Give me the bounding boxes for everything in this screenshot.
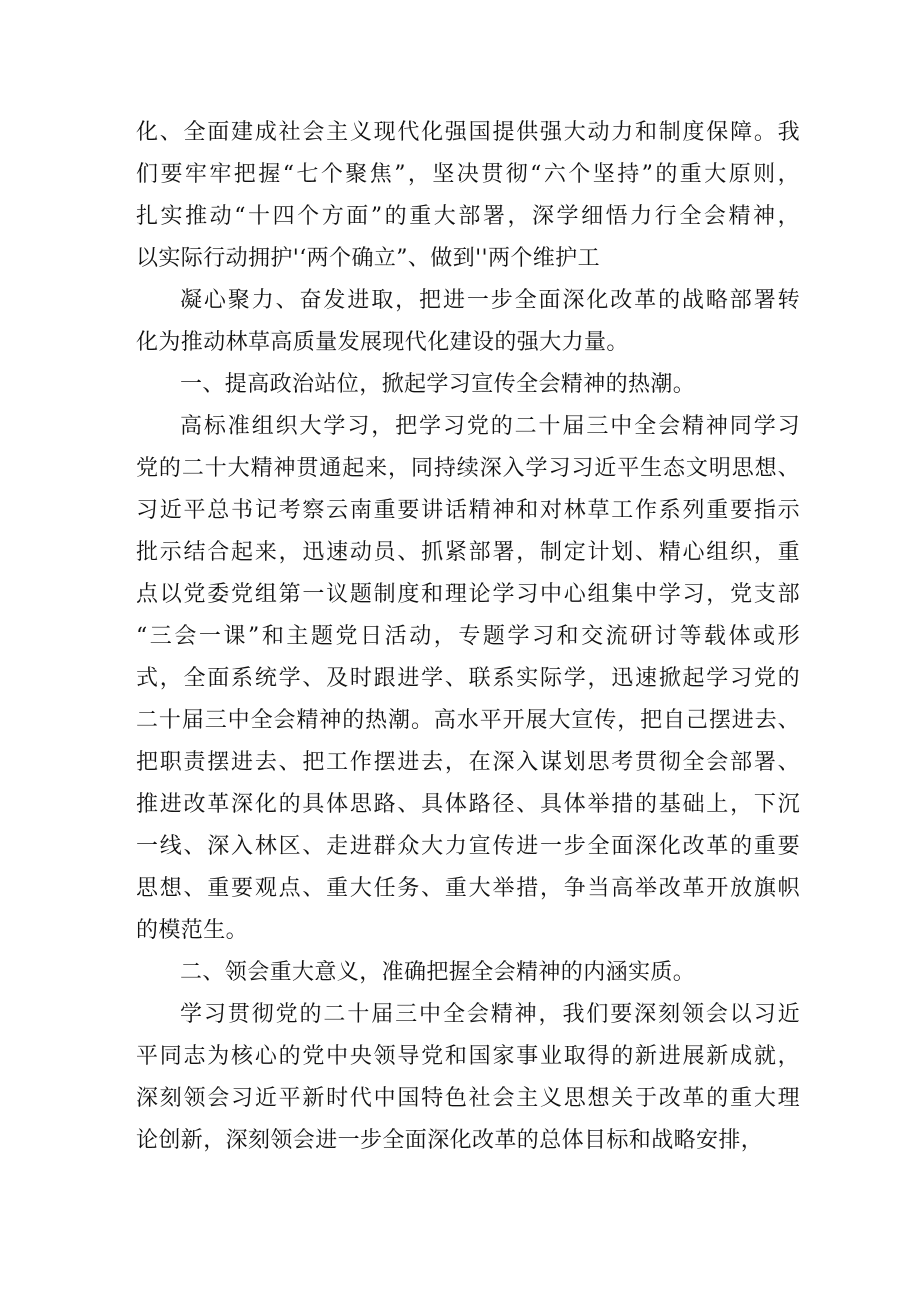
- text-line: 一线、深入林区、走进群众大力宣传进一步全面深化改革的重要: [136, 834, 800, 859]
- text-line: 点以党委党组第一议题制度和理论学习中心组集中学习，党支部: [136, 582, 800, 607]
- text-line: 们要牢牢把握“七个聚焦”，坚决贯彻“六个坚持”的重大原则，: [136, 162, 800, 187]
- text-line: 以实际行动拥护'‘两个确立”、做到''两个维护工: [136, 246, 600, 271]
- section-heading: [136, 952, 800, 994]
- paragraph: [136, 994, 800, 1162]
- text-line: 式，全面系统学、及时跟进学、联系实际学，迅速掀起学习党的: [136, 666, 800, 691]
- text-line: 高标准组织大学习，把学习党的二十届三中全会精神同学习: [180, 414, 800, 439]
- text-line: 二、领会重大意义，准确把握全会精神的内涵实质。: [180, 960, 696, 985]
- text-line: 平同志为核心的党中央领导党和国家事业取得的新进展新成就，: [136, 1044, 800, 1069]
- text-line: 把职责摆进去、把工作摆进去，在深入谋划思考贯彻全会部署、: [136, 750, 800, 775]
- text-line: 凝心聚力、奋发进取，把进一步全面深化改革的战略部署转: [180, 288, 800, 313]
- paragraph: [136, 280, 800, 364]
- text-line: 深刻领会习近平新时代中国特色社会主义思想关于改革的重大理: [136, 1086, 800, 1111]
- text-line: 推进改革深化的具体思路、具体路径、具体举措的基础上，下沉: [136, 792, 800, 817]
- text-line: 党的二十大精神贯通起来，同持续深入学习习近平生态文明思想、: [136, 456, 800, 481]
- text-line: “三会一课”和主题党日活动，专题学习和交流研讨等载体或形: [136, 624, 800, 649]
- text-line: 批示结合起来，迅速动员、抓紧部署，制定计划、精心组织，重: [136, 540, 800, 565]
- text-line: 扎实推动“十四个方面”的重大部署，深学细悟力行全会精神，: [136, 204, 800, 229]
- text-line: 化、全面建成社会主义现代化强国提供强大动力和制度保障。我: [136, 120, 800, 145]
- paragraph: [136, 406, 800, 952]
- text-line: 的模范生。: [136, 918, 249, 943]
- text-line: 学习贯彻党的二十届三中全会精神，我们要深刻领会以习近: [180, 1002, 800, 1027]
- text-line: 一、提高政治站位，掀起学习宣传全会精神的热潮。: [180, 372, 696, 397]
- text-line: 思想、重要观点、重大任务、重大举措，争当高举改革开放旗帜: [136, 876, 800, 901]
- text-line: 化为推动林草高质量发展现代化建设的强大力量。: [136, 330, 629, 355]
- section-heading: [136, 364, 800, 406]
- paragraph: [136, 112, 800, 280]
- text-line: 论创新，深刻领会进一步全面深化改革的总体目标和战略安排，: [136, 1128, 764, 1153]
- text-line: 习近平总书记考察云南重要讲话精神和对林草工作系列重要指示: [136, 498, 800, 523]
- text-line: 二十届三中全会精神的热潮。高水平开展大宣传，把自己摆进去、: [136, 708, 800, 733]
